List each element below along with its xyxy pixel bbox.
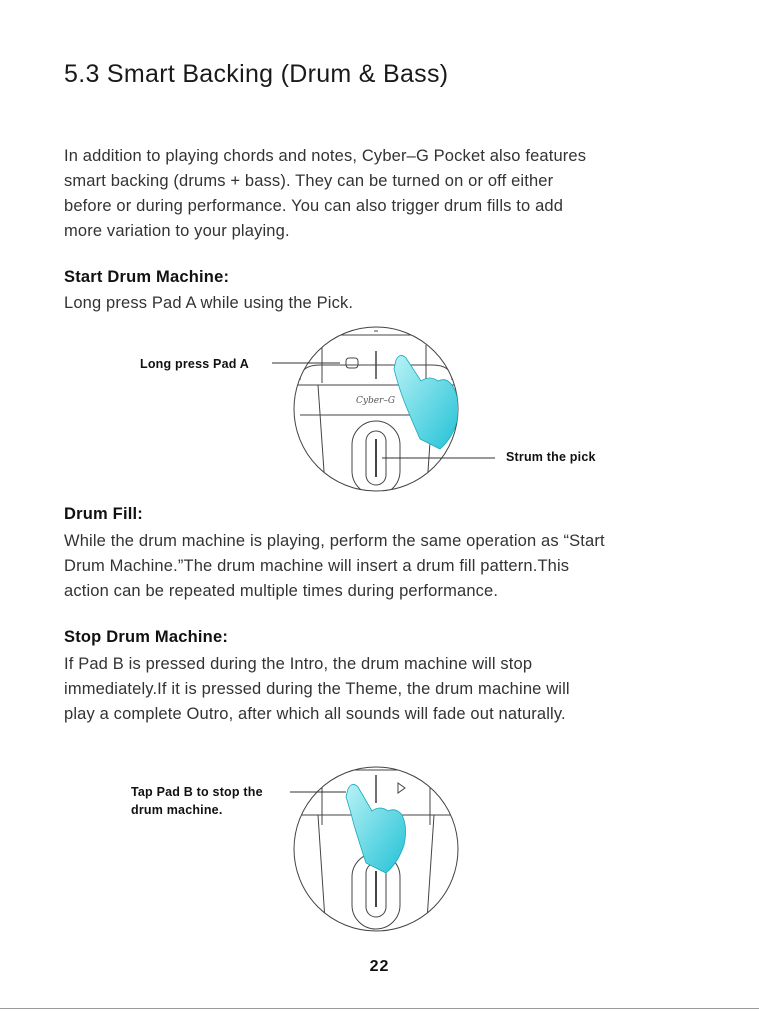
intro-line: more variation to your playing. (64, 222, 290, 240)
stop-drum-heading: Stop Drum Machine: (64, 628, 229, 646)
bottom-divider (0, 1008, 759, 1009)
intro-line: smart backing (drums + bass). They can be turned on or off either (64, 172, 554, 190)
intro-line: before or during performance. You can also trigger drum fills to add (64, 197, 564, 215)
stop-drum-line: play a complete Outro, after which all sounds will fade out naturally. (64, 705, 566, 723)
start-drum-heading: Start Drum Machine: (64, 268, 230, 286)
callout-tap-pad-b (131, 783, 263, 819)
page-title: 5.3 Smart Backing (Drum & Bass) (64, 60, 449, 88)
intro-line: In addition to playing chords and notes, Cyber–G Pocket also features (64, 147, 587, 165)
stop-drum-line: If Pad B is pressed during the Intro, the drum machine will stop (64, 655, 533, 673)
callout-long-press-pad-a: Long press Pad A (140, 357, 250, 371)
device-diagram-start (0, 325, 759, 500)
device-logo: Cyber–G (356, 396, 396, 406)
callout-strum-pick: Strum the pick (506, 450, 596, 464)
drum-fill-heading: Drum Fill: (64, 505, 143, 523)
start-drum-illustration (0, 325, 759, 500)
drum-fill-line: action can be repeated multiple times during performance. (64, 582, 499, 600)
page-number: 22 (369, 958, 390, 975)
drum-fill-line: Drum Machine.”The drum machine will insert a drum fill pattern.This (64, 557, 570, 575)
drum-fill-line: While the drum machine is playing, perform the same operation as “Start (64, 532, 605, 550)
start-drum-text: Long press Pad A while using the Pick. (64, 294, 354, 312)
callout-line: Tap Pad B to stop the (131, 785, 263, 799)
device-diagram-stop (0, 745, 759, 935)
stop-drum-line: immediately.If it is pressed during the Theme, the drum machine will (64, 680, 570, 698)
stop-drum-illustration (0, 745, 759, 935)
callout-line: drum machine. (131, 803, 223, 817)
